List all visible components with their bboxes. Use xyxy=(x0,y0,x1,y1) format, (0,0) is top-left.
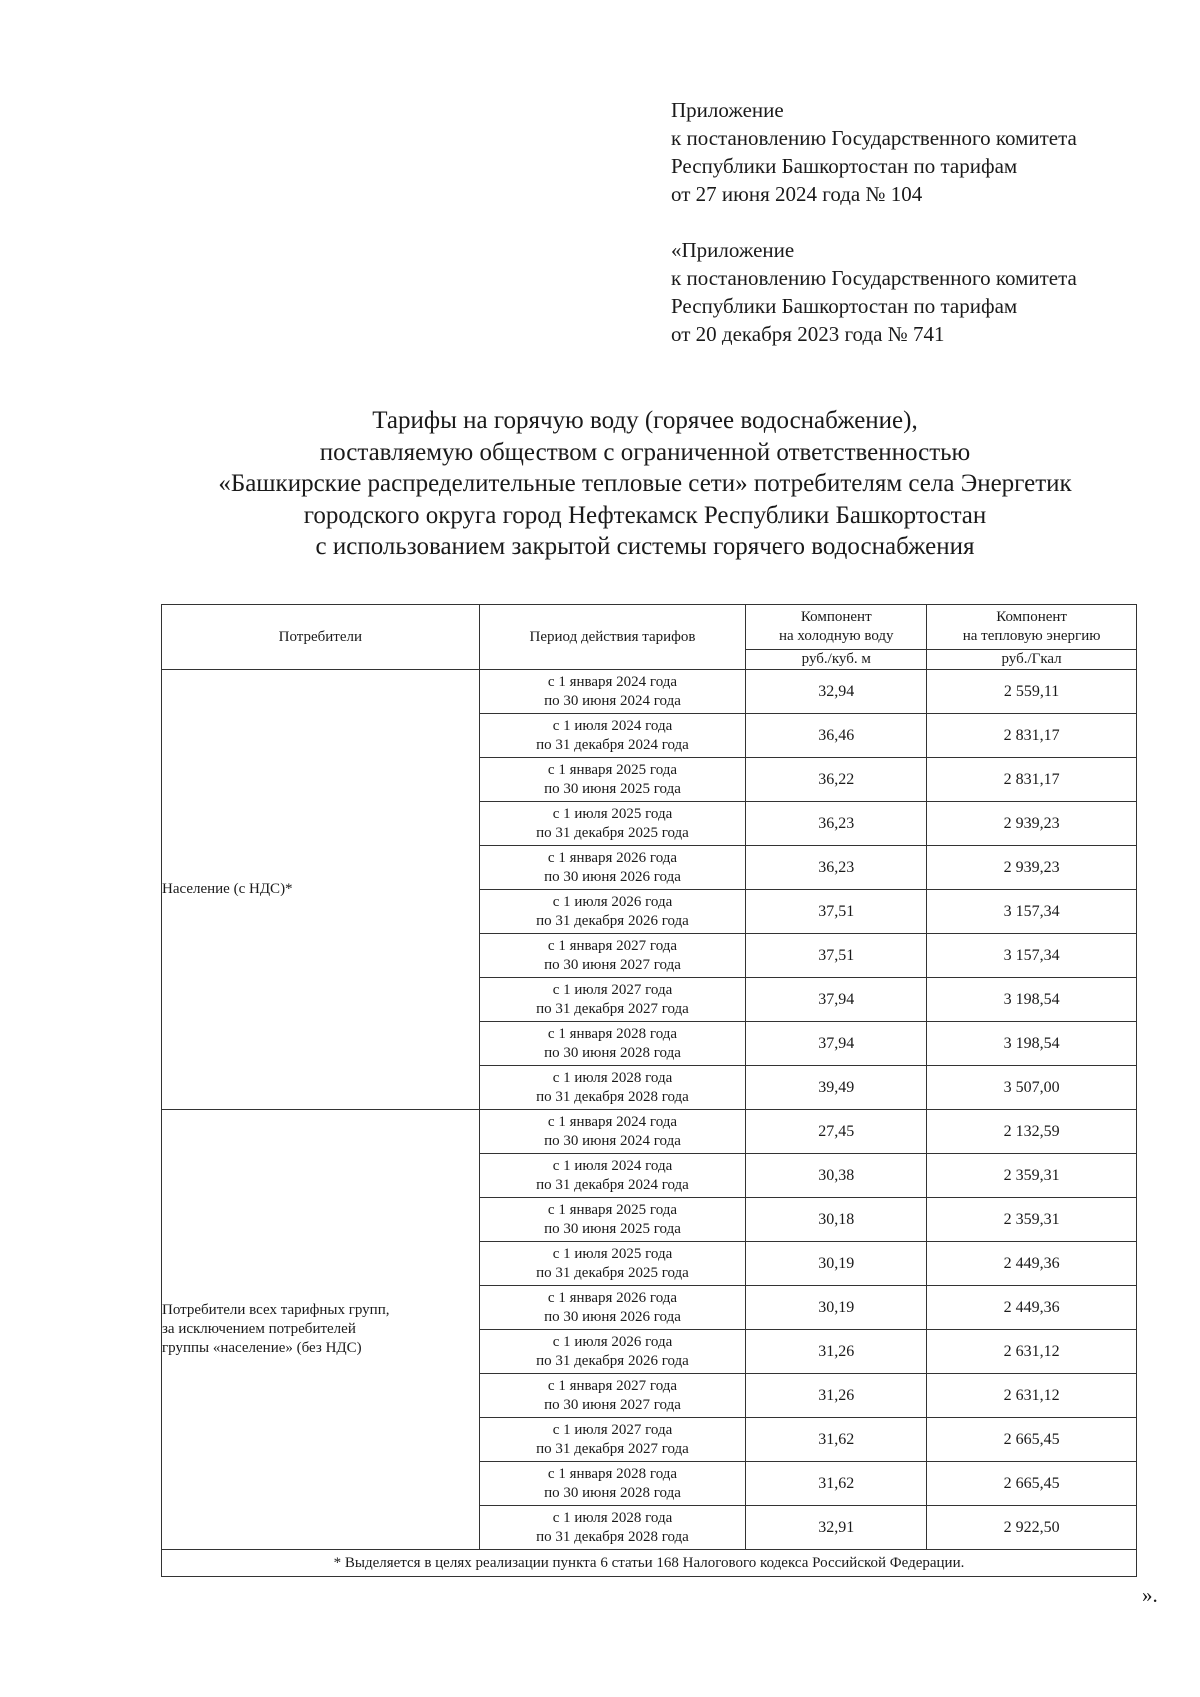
annex-line: от 27 июня 2024 года № 104 xyxy=(671,182,923,206)
annex-line: от 20 декабря 2023 года № 741 xyxy=(671,322,945,346)
heat-energy-rate: 3 198,54 xyxy=(927,978,1137,1022)
period-to: по 30 июня 2027 года xyxy=(544,956,681,973)
header-heat-energy-component xyxy=(927,605,1137,650)
cold-water-rate: 36,46 xyxy=(746,714,927,758)
period-from: с 1 июля 2024 года xyxy=(552,717,673,734)
tariff-period xyxy=(479,1286,746,1330)
title-line: Тарифы на горячую воду (горячее водоснабжение), xyxy=(372,407,918,434)
cold-water-rate: 37,51 xyxy=(746,890,927,934)
tariff-period xyxy=(479,1066,746,1110)
header-line: на тепловую энергию xyxy=(962,628,1101,644)
cold-water-rate: 37,94 xyxy=(746,1022,927,1066)
group-other-consumers xyxy=(162,1110,1137,1550)
group-population xyxy=(162,670,1137,1110)
period-to: по 30 июня 2025 года xyxy=(544,780,681,797)
cold-water-rate: 30,19 xyxy=(746,1242,927,1286)
tariff-period xyxy=(479,1022,746,1066)
period-from: с 1 июля 2027 года xyxy=(552,981,673,998)
tariff-period xyxy=(479,758,746,802)
period-from: с 1 января 2027 года xyxy=(547,937,678,954)
period-from: с 1 января 2024 года xyxy=(547,673,678,690)
cold-water-rate: 30,19 xyxy=(746,1286,927,1330)
heat-energy-rate: 2 559,11 xyxy=(927,670,1137,714)
tariff-period xyxy=(479,1154,746,1198)
group-name-line: за исключением потребителей xyxy=(162,1321,356,1337)
period-to: по 31 декабря 2028 года xyxy=(536,1528,689,1545)
period-from: с 1 января 2025 года xyxy=(547,761,678,778)
tariff-period xyxy=(479,1330,746,1374)
period-to: по 30 июня 2025 года xyxy=(544,1220,681,1237)
period-from: с 1 января 2026 года xyxy=(547,849,678,866)
tariff-period xyxy=(479,1462,746,1506)
period-to: по 31 декабря 2024 года xyxy=(536,1176,689,1193)
period-to: по 30 июня 2024 года xyxy=(544,1132,681,1149)
consumer-group-name: Население (с НДС)* xyxy=(162,670,480,1110)
annex-line: к постановлению Государственного комитета xyxy=(671,266,1077,290)
period-from: с 1 января 2025 года xyxy=(547,1201,678,1218)
tariff-period xyxy=(479,978,746,1022)
tariff-period xyxy=(479,1418,746,1462)
period-to: по 30 июня 2026 года xyxy=(544,868,681,885)
period-from: с 1 января 2028 года xyxy=(547,1025,678,1042)
cold-water-rate: 30,38 xyxy=(746,1154,927,1198)
header-line: Компонент xyxy=(800,609,872,625)
heat-energy-rate: 2 132,59 xyxy=(927,1110,1137,1154)
period-to: по 30 июня 2024 года xyxy=(544,692,681,709)
title-line: городского округа город Нефтекамск Республики Башкортостан xyxy=(303,501,987,529)
heat-energy-rate: 2 631,12 xyxy=(927,1330,1137,1374)
period-from: с 1 января 2026 года xyxy=(547,1289,678,1306)
heat-energy-rate: 2 665,45 xyxy=(927,1418,1137,1462)
header-cold-water-component xyxy=(746,605,927,650)
heat-energy-rate: 2 831,17 xyxy=(927,714,1137,758)
period-from: с 1 июля 2028 года xyxy=(552,1069,673,1086)
footnote: * Выделяется в целях реализации пункта 6 статьи 168 Налогового кодекса Российской Федерации. xyxy=(162,1550,1137,1577)
cold-water-rate: 36,23 xyxy=(746,802,927,846)
cold-water-rate: 39,49 xyxy=(746,1066,927,1110)
tariff-period xyxy=(479,890,746,934)
tariff-period xyxy=(479,846,746,890)
annex-reference-previous xyxy=(671,236,1077,348)
period-from: с 1 июля 2025 года xyxy=(552,1245,673,1262)
closing-quote-mark: ». xyxy=(1142,1583,1158,1607)
tariff-period xyxy=(479,1506,746,1550)
cold-water-rate: 32,94 xyxy=(746,670,927,714)
title-line: поставляемую обществом с ограниченной ответственностью xyxy=(319,438,971,466)
tariff-period xyxy=(479,1110,746,1154)
title-line: «Башкирские распределительные тепловые сети» потребителям села Энергетик xyxy=(218,470,1072,497)
cold-water-rate: 27,45 xyxy=(746,1110,927,1154)
table-row xyxy=(162,1110,1137,1154)
period-to: по 31 декабря 2028 года xyxy=(536,1088,689,1105)
annex-line: Республики Башкортостан по тарифам xyxy=(671,294,1018,318)
period-to: по 30 июня 2028 года xyxy=(544,1044,681,1061)
heat-energy-rate: 2 359,31 xyxy=(927,1154,1137,1198)
period-to: по 31 декабря 2025 года xyxy=(536,1264,689,1281)
period-to: по 31 декабря 2027 года xyxy=(536,1000,689,1017)
cold-water-rate: 36,23 xyxy=(746,846,927,890)
heat-energy-rate: 3 507,00 xyxy=(927,1066,1137,1110)
period-to: по 31 декабря 2025 года xyxy=(536,824,689,841)
tariff-period xyxy=(479,1198,746,1242)
tariff-period xyxy=(479,1242,746,1286)
annex-line: Приложение xyxy=(671,98,784,122)
period-to: по 31 декабря 2026 года xyxy=(536,912,689,929)
period-from: с 1 июля 2026 года xyxy=(552,1333,673,1350)
tariff-period xyxy=(479,714,746,758)
cold-water-rate: 31,26 xyxy=(746,1330,927,1374)
tariff-period xyxy=(479,802,746,846)
header-line: Компонент xyxy=(996,609,1067,625)
table-row xyxy=(162,670,1137,714)
period-to: по 31 декабря 2027 года xyxy=(536,1440,689,1457)
period-from: с 1 июля 2027 года xyxy=(552,1421,673,1438)
heat-energy-rate: 2 631,12 xyxy=(927,1374,1137,1418)
tariff-period xyxy=(479,934,746,978)
period-from: с 1 января 2028 года xyxy=(547,1465,678,1482)
heat-energy-rate: 2 359,31 xyxy=(927,1198,1137,1242)
heat-energy-rate: 2 449,36 xyxy=(927,1242,1137,1286)
header-cold-unit: руб./куб. м xyxy=(746,650,927,670)
heat-energy-rate: 2 665,45 xyxy=(927,1462,1137,1506)
heat-energy-rate: 3 198,54 xyxy=(927,1022,1137,1066)
period-from: с 1 июля 2026 года xyxy=(552,893,673,910)
period-from: с 1 января 2024 года xyxy=(547,1113,678,1130)
period-to: по 30 июня 2027 года xyxy=(544,1396,681,1413)
period-to: по 30 июня 2026 года xyxy=(544,1308,681,1325)
heat-energy-rate: 2 449,36 xyxy=(927,1286,1137,1330)
heat-energy-rate: 3 157,34 xyxy=(927,934,1137,978)
cold-water-rate: 37,94 xyxy=(746,978,927,1022)
cold-water-rate: 32,91 xyxy=(746,1506,927,1550)
title-line: с использованием закрытой системы горячего водоснабжения xyxy=(315,533,975,560)
tariff-table xyxy=(161,604,1137,1577)
period-from: с 1 июля 2024 года xyxy=(552,1157,673,1174)
heat-energy-rate: 2 939,23 xyxy=(927,846,1137,890)
cold-water-rate: 31,26 xyxy=(746,1374,927,1418)
header-line: на холодную воду xyxy=(779,628,894,644)
group-name-line: Потребители всех тарифных групп, xyxy=(162,1302,390,1318)
cold-water-rate: 37,51 xyxy=(746,934,927,978)
cold-water-rate: 30,18 xyxy=(746,1198,927,1242)
heat-energy-rate: 3 157,34 xyxy=(927,890,1137,934)
tariff-period xyxy=(479,1374,746,1418)
period-to: по 31 декабря 2024 года xyxy=(536,736,689,753)
heat-energy-rate: 2 922,50 xyxy=(927,1506,1137,1550)
cold-water-rate: 31,62 xyxy=(746,1462,927,1506)
annex-reference-current xyxy=(671,96,1077,208)
header-consumers: Потребители xyxy=(162,605,480,670)
annex-line: «Приложение xyxy=(671,238,795,262)
period-from: с 1 июля 2025 года xyxy=(552,805,673,822)
cold-water-rate: 36,22 xyxy=(746,758,927,802)
consumer-group-name xyxy=(162,1110,480,1550)
header-period: Период действия тарифов xyxy=(479,605,746,670)
annex-line: к постановлению Государственного комитета xyxy=(671,126,1077,150)
tariff-period xyxy=(479,670,746,714)
heat-energy-rate: 2 831,17 xyxy=(927,758,1137,802)
document-title xyxy=(150,405,1140,563)
heat-energy-rate: 2 939,23 xyxy=(927,802,1137,846)
period-from: с 1 июля 2028 года xyxy=(552,1509,673,1526)
period-to: по 30 июня 2028 года xyxy=(544,1484,681,1501)
annex-line: Республики Башкортостан по тарифам xyxy=(671,154,1018,178)
period-to: по 31 декабря 2026 года xyxy=(536,1352,689,1369)
group-name-line: группы «население» (без НДС) xyxy=(162,1340,362,1356)
period-from: с 1 января 2027 года xyxy=(547,1377,678,1394)
cold-water-rate: 31,62 xyxy=(746,1418,927,1462)
header-heat-unit: руб./Гкал xyxy=(927,650,1137,670)
